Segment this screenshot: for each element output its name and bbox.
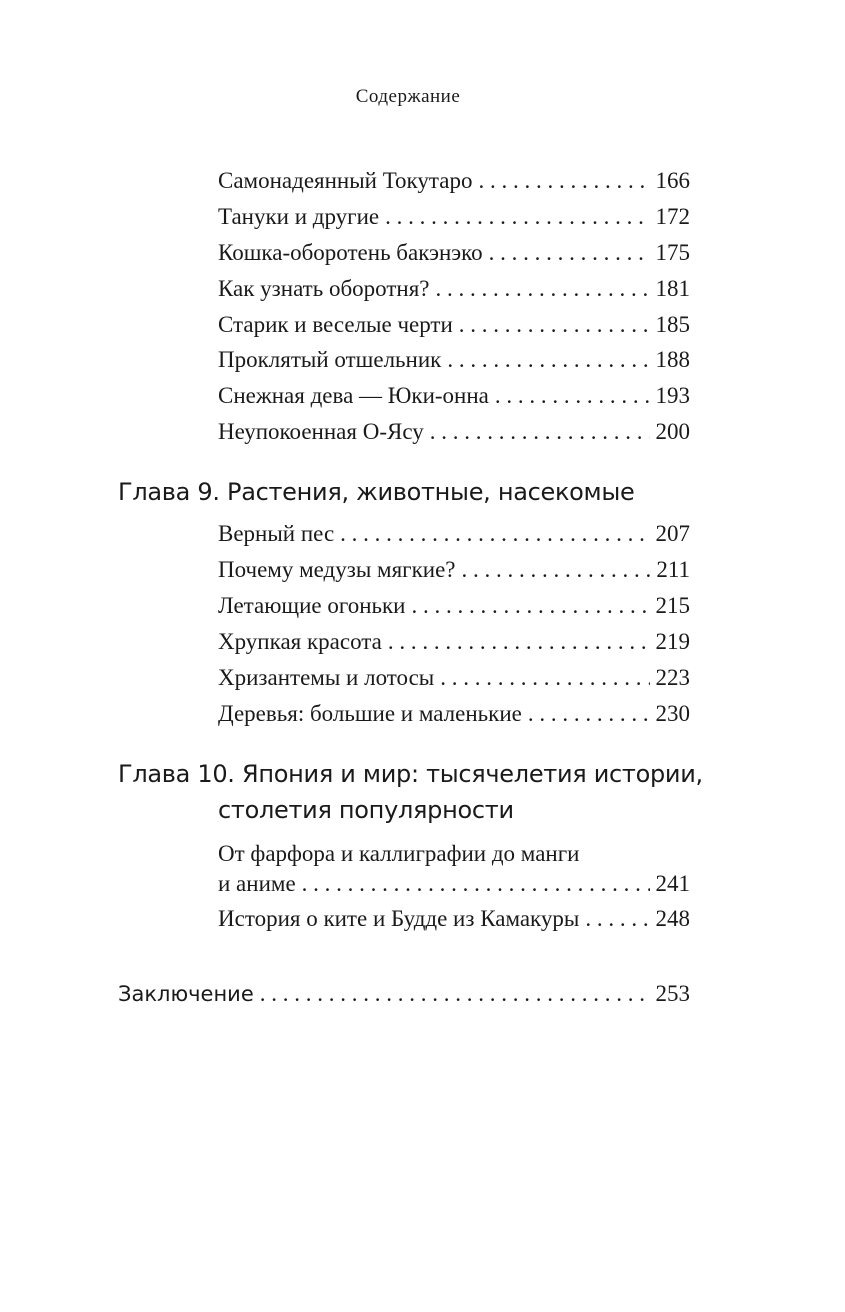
toc-entry-page: 241 — [655, 871, 690, 896]
toc-entry-title: Неупокоенная О-Ясу — [218, 419, 424, 444]
toc-entry-page: 211 — [656, 557, 690, 582]
chapter-label: Глава 10. — [118, 760, 235, 788]
dot-leader — [495, 383, 650, 409]
toc-entry-page: 172 — [655, 204, 690, 229]
chapter-label: Глава 9. — [118, 478, 220, 506]
toc-entry-title: Почему медузы мягкие? — [218, 557, 456, 582]
toc-entry-page: 248 — [655, 906, 690, 931]
conclusion-title: Заключение — [118, 982, 254, 1006]
chapter-heading[interactable] — [118, 760, 703, 788]
toc-entry[interactable] — [218, 629, 690, 659]
toc-entry-page: 193 — [655, 383, 690, 408]
toc-entry-page: 219 — [655, 629, 690, 654]
toc-entry[interactable] — [218, 312, 690, 342]
toc-entry-title: Хризантемы и лотосы — [218, 665, 435, 690]
toc-entry[interactable] — [218, 383, 690, 413]
toc-entry[interactable] — [218, 240, 690, 270]
toc-entry[interactable] — [218, 871, 690, 901]
dot-leader — [462, 557, 651, 583]
toc-entry-page: 215 — [655, 593, 690, 618]
chapter-title: Растения, животные, насекомые — [227, 478, 635, 506]
running-head: Содержание — [355, 86, 461, 107]
dot-leader — [430, 419, 650, 445]
dot-leader — [459, 312, 650, 338]
toc-entry-title: Как узнать оборотня? — [218, 276, 430, 301]
toc-entry[interactable] — [218, 276, 690, 306]
dot-leader — [260, 981, 650, 1007]
toc-entry-page: 230 — [655, 701, 690, 726]
conclusion-page: 253 — [655, 981, 690, 1006]
toc-entry-page: 181 — [655, 276, 690, 301]
dot-leader — [447, 347, 649, 373]
toc-entry[interactable] — [218, 701, 690, 731]
toc-entry[interactable] — [218, 665, 690, 695]
toc-entry-page: 188 — [655, 347, 690, 372]
dot-leader — [528, 701, 650, 727]
toc-entry[interactable] — [218, 204, 690, 234]
toc-entry-page: 166 — [655, 168, 690, 193]
toc-entry-page: 185 — [655, 312, 690, 337]
dot-leader — [489, 240, 650, 266]
toc-entry-title: История о ките и Будде из Камакуры — [218, 906, 580, 931]
toc-entry-title: Хрупкая красота — [218, 629, 382, 654]
toc-entry-title: Самонадеянный Токутаро — [218, 168, 473, 193]
toc-entry-title-line1[interactable]: От фарфора и каллиграфии до манги — [218, 841, 580, 866]
dot-leader — [340, 521, 649, 547]
dot-leader — [412, 593, 650, 619]
toc-entry-title-line2: и аниме — [218, 871, 296, 896]
toc-entry[interactable] — [218, 593, 690, 623]
toc-entry-title: Деревья: большие и маленькие — [218, 701, 522, 726]
dot-leader — [436, 276, 650, 302]
chapter-title-line2: столетия популярности — [218, 796, 514, 824]
toc-entry-title: Снежная дева — Юки-онна — [218, 383, 489, 408]
dot-leader — [388, 629, 650, 655]
chapter-heading[interactable] — [118, 478, 634, 506]
toc-entry[interactable] — [218, 557, 690, 587]
toc-entry-title: Верный пес — [218, 521, 335, 546]
toc-entry-title: Тануки и другие — [218, 204, 380, 229]
toc-entry[interactable] — [218, 419, 690, 449]
toc-entry-title: Проклятый отшельник — [218, 347, 442, 372]
dot-leader — [385, 204, 649, 230]
dot-leader — [585, 906, 649, 932]
dot-leader — [302, 871, 650, 897]
toc-entry[interactable] — [218, 521, 690, 551]
toc-entry[interactable] — [218, 347, 690, 377]
toc-entry-page: 223 — [655, 665, 690, 690]
chapter-title-line1: Япония и мир: тысячелетия истории, — [241, 760, 703, 788]
toc-entry-page: 200 — [655, 419, 690, 444]
dot-leader — [478, 168, 649, 194]
dot-leader — [440, 665, 649, 691]
toc-entry-page: 175 — [655, 240, 690, 265]
toc-entry-title: Кошка-оборотень бакэнэко — [218, 240, 483, 265]
toc-entry-title: Старик и веселые черти — [218, 312, 453, 337]
toc-entry-page: 207 — [655, 521, 690, 546]
toc-entry[interactable] — [218, 906, 690, 936]
toc-entry-title: Летающие огоньки — [218, 593, 406, 618]
conclusion-entry[interactable] — [118, 981, 690, 1011]
toc-entry[interactable] — [218, 168, 690, 198]
